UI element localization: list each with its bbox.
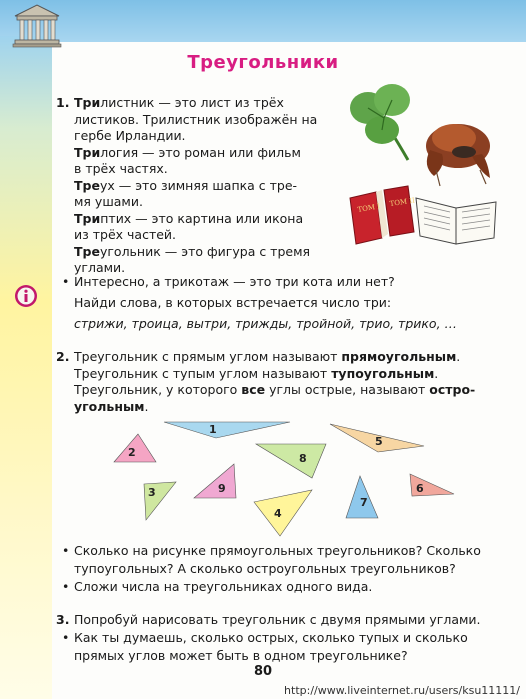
section-1-line bbox=[74, 128, 344, 145]
ushanka-hat-image bbox=[416, 110, 496, 188]
open-book-image bbox=[412, 194, 500, 246]
section-1-line-text: мя ушами. bbox=[74, 194, 143, 209]
question-1-line-1: • Сколько на рисунке прямоугольных треугольников? Сколько bbox=[74, 543, 514, 560]
triangle-8 bbox=[256, 444, 326, 478]
info-question-1: • Интересно, а трикотаж — это три кота или нет? bbox=[74, 274, 494, 291]
line-3-c: углы острые, называют bbox=[265, 382, 430, 397]
term-acute-part1: остро- bbox=[429, 382, 476, 397]
footer-url: http://www.liveinternet.ru/users/ksu11111/ bbox=[284, 684, 520, 697]
section-3-number: 3. bbox=[56, 612, 70, 627]
triangle-5-label: 5 bbox=[375, 435, 383, 448]
section-1-line-text: ух — это зимняя шапка с тре- bbox=[99, 177, 298, 193]
info-icon bbox=[14, 284, 38, 308]
section-2-number: 2. bbox=[56, 349, 70, 364]
section-1-line-text: из трёх частей. bbox=[74, 227, 177, 242]
top-band bbox=[0, 0, 526, 42]
term-acute-part2: угольным bbox=[74, 398, 145, 414]
section-1-line bbox=[74, 145, 344, 162]
word-all: все bbox=[241, 382, 266, 397]
section-1-line bbox=[74, 178, 344, 195]
section-1-line-text: логия — это роман или фильм bbox=[100, 144, 301, 160]
section-1-line-text: углами. bbox=[74, 260, 126, 275]
section-1-bold-prefix: Три bbox=[74, 95, 101, 110]
section-1-bold-prefix: Тре bbox=[74, 177, 100, 193]
section-1-bold-prefix: Три bbox=[74, 144, 101, 160]
triangle-1-label: 1 bbox=[209, 423, 217, 436]
section-1-line-text: гербе Ирландии. bbox=[74, 128, 186, 143]
section-1-line-text: птих — это картина или икона bbox=[100, 210, 304, 226]
book-label-2: ТОМ II bbox=[389, 196, 416, 208]
triangle-1 bbox=[164, 422, 290, 438]
section-1-line-text: в трёх частях. bbox=[74, 161, 168, 176]
books-image bbox=[346, 180, 418, 246]
section-1-bold-prefix: Тре bbox=[74, 243, 100, 259]
term-right: прямоугольным bbox=[341, 349, 457, 364]
side-band bbox=[0, 36, 52, 699]
section-1-line bbox=[74, 112, 344, 129]
triangle-9-label: 9 bbox=[218, 482, 226, 495]
question-1-line-2: тупоугольных? А сколько остроугольных треугольников? bbox=[74, 561, 456, 576]
triangle-2-label: 2 bbox=[128, 446, 136, 459]
book-label-1: ТОМ I bbox=[356, 202, 381, 214]
triangles-diagram bbox=[100, 414, 460, 540]
section-1-line bbox=[74, 227, 344, 244]
section-1-line bbox=[74, 161, 344, 178]
section-1-line bbox=[74, 211, 344, 228]
section-1-text bbox=[74, 95, 344, 277]
section-1-line bbox=[74, 194, 344, 211]
section-1-line-text: угольник — это фигура с тремя bbox=[99, 243, 311, 259]
triangle-8-label: 8 bbox=[299, 452, 307, 465]
shamrock-image bbox=[348, 80, 418, 162]
section-3-line-1: Попробуй нарисовать треугольник с двумя прямыми углами. bbox=[74, 612, 481, 627]
section-3-question-1: • Как ты думаешь, сколько острых, сколько тупых и сколько bbox=[74, 630, 514, 647]
section-1-number: 1. bbox=[56, 95, 70, 110]
dot-2: . bbox=[434, 365, 439, 381]
triangle-3-label: 3 bbox=[148, 486, 156, 499]
triangle-6-label: 6 bbox=[416, 482, 424, 495]
line-2-a: Треугольник с тупым углом называют bbox=[74, 365, 332, 381]
temple-icon bbox=[12, 2, 62, 48]
section-1-line-text: листиков. Трилистник изображён на bbox=[74, 111, 318, 127]
section-1-line bbox=[74, 95, 344, 112]
question-2: • Сложи числа на треугольниках одного вида. bbox=[74, 579, 514, 596]
page-title: Треугольники bbox=[187, 52, 339, 73]
info-words: стрижи, троица, вытри, трижды, тройной, трио, трико, … bbox=[74, 316, 458, 331]
line-1-a: Треугольник с прямым углом называют bbox=[74, 349, 342, 364]
section-1-line-text: листник — это лист из трёх bbox=[100, 95, 284, 110]
info-question-2: Найди слова, в которых встречается число три: bbox=[74, 295, 392, 310]
dot-1: . bbox=[456, 349, 461, 364]
triangle-9 bbox=[194, 464, 236, 498]
section-2-text bbox=[74, 349, 514, 415]
term-obtuse: тупоугольным bbox=[331, 365, 435, 381]
dot-3: . bbox=[144, 398, 149, 414]
line-3-a: Треугольник, у которого bbox=[74, 382, 242, 397]
triangle-4 bbox=[254, 490, 312, 536]
page-number: 80 bbox=[253, 664, 273, 679]
section-1-line bbox=[74, 244, 344, 261]
section-1-bold-prefix: Три bbox=[74, 210, 101, 226]
triangle-4-label: 4 bbox=[274, 507, 282, 520]
triangle-7-label: 7 bbox=[360, 496, 368, 509]
section-3-question-2: прямых углов может быть в одном треугольнике? bbox=[74, 648, 408, 663]
